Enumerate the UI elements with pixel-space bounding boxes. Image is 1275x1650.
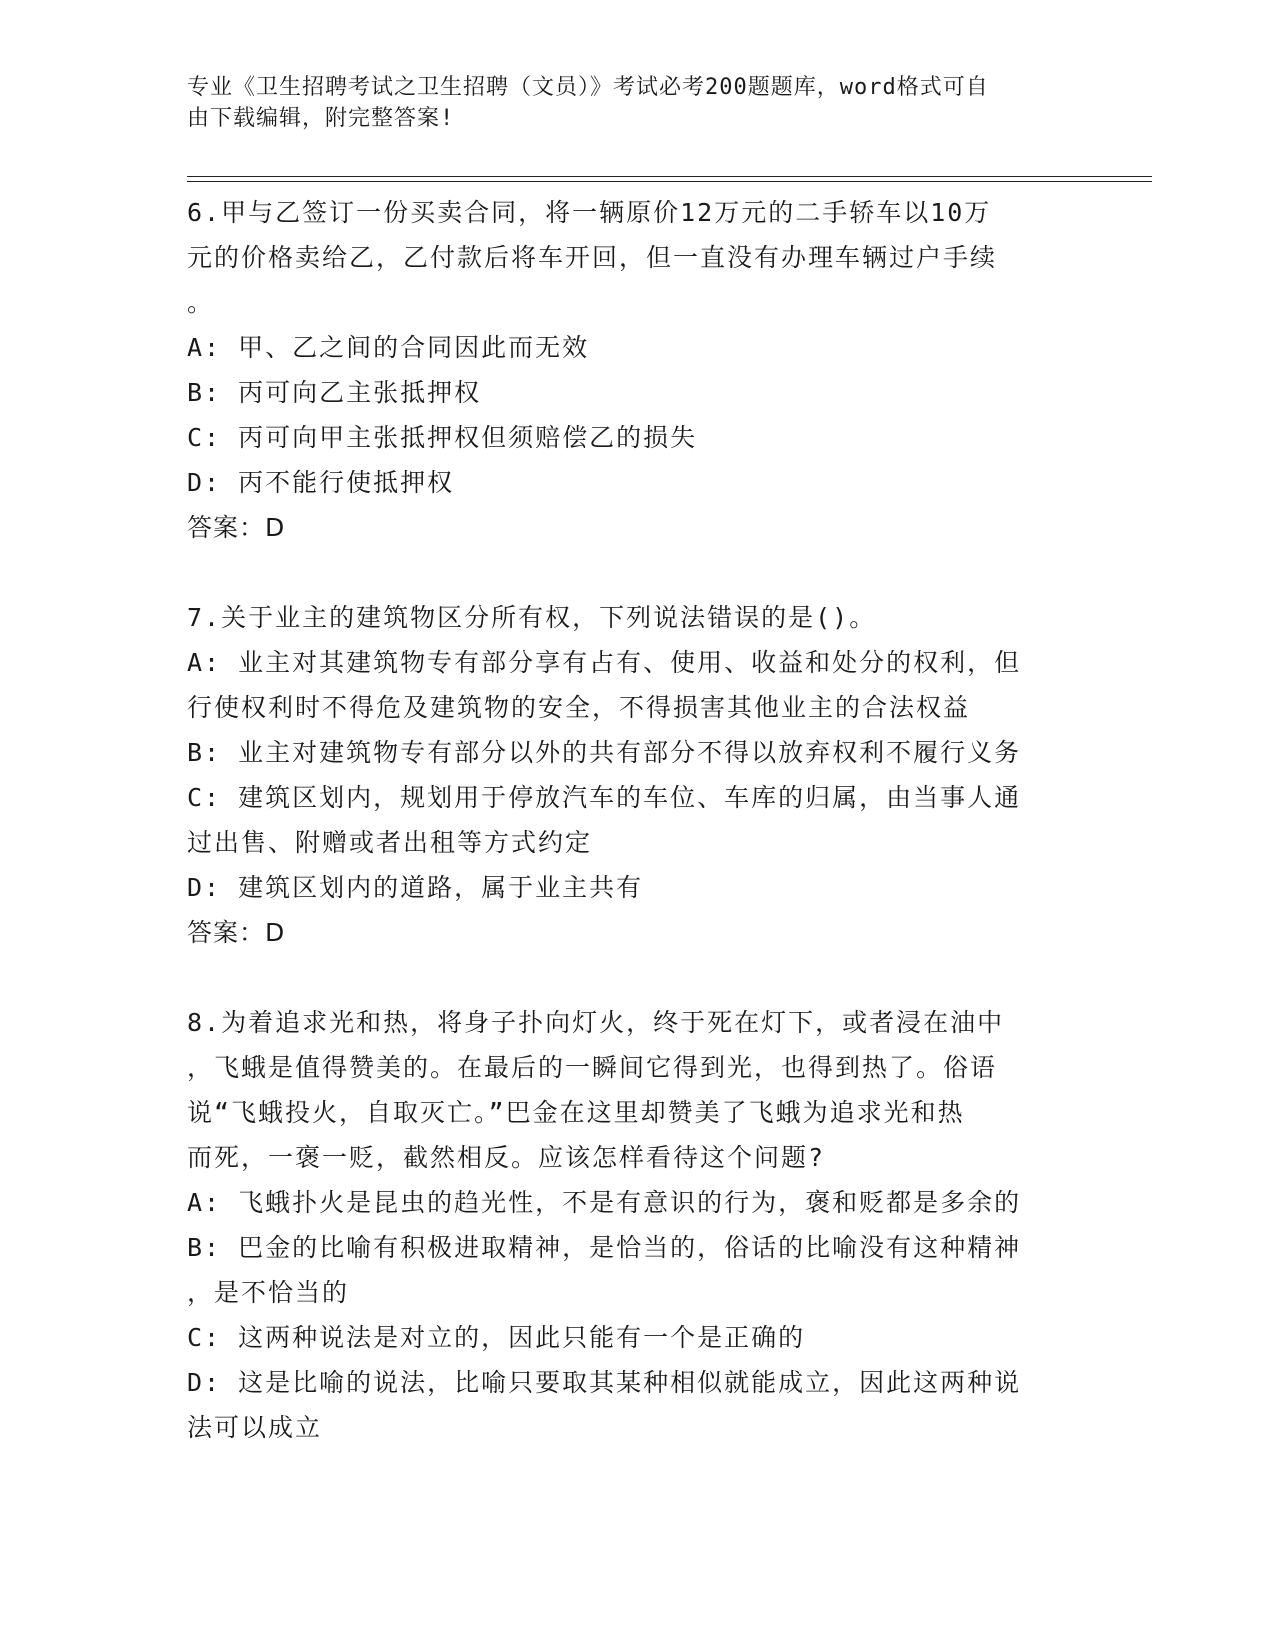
answer-label: 答案：D (187, 918, 286, 947)
question-stem: 6.甲与乙签订一份买卖合同，将一辆原价12万元的二手轿车以10万 (187, 198, 992, 227)
question-7 (187, 595, 1067, 955)
question-8 (187, 1000, 1067, 1450)
option-b: B: 业主对建筑物专有部分以外的共有部分不得以放弃权利不履行义务 (187, 738, 1022, 767)
question-stem: 而死，一褒一贬，截然相反。应该怎样看待这个问题? (187, 1143, 826, 1172)
question-stem: 8.为着追求光和热，将身子扑向灯火，终于死在灯下，或者浸在油中 (187, 1008, 1005, 1037)
document-header (187, 72, 1067, 134)
option-b: B: 丙可向乙主张抵押权 (187, 378, 482, 407)
option-d-continued: 法可以成立 (187, 1413, 323, 1442)
header-line: 由下载编辑，附完整答案! (187, 106, 455, 131)
option-c-continued: 过出售、附赠或者出租等方式约定 (187, 828, 593, 857)
question-list (187, 190, 1067, 1450)
option-d: D: 建筑区划内的道路，属于业主共有 (187, 873, 644, 902)
question-6 (187, 190, 1067, 550)
option-a-continued: 行使权利时不得危及建筑物的安全，不得损害其他业主的合法权益 (187, 693, 971, 722)
option-a: A: 业主对其建筑物专有部分享有占有、使用、收益和处分的权利，但 (187, 648, 1022, 677)
question-stem: 元的价格卖给乙，乙付款后将车开回，但一直没有办理车辆过户手续 (187, 243, 998, 272)
option-a: A: 飞蛾扑火是昆虫的趋光性，不是有意识的行为，褒和贬都是多余的 (187, 1188, 1022, 1217)
option-a: A: 甲、乙之间的合同因此而无效 (187, 333, 590, 362)
header-divider (187, 176, 1152, 177)
question-stem: ，飞蛾是值得赞美的。在最后的一瞬间它得到光，也得到热了。俗语 (187, 1053, 998, 1082)
option-c: C: 这两种说法是对立的，因此只能有一个是正确的 (187, 1323, 806, 1352)
question-stem: 7.关于业主的建筑物区分所有权，下列说法错误的是()。 (187, 603, 877, 632)
option-b: B: 巴金的比喻有积极进取精神，是恰当的，俗话的比喻没有这种精神 (187, 1233, 1022, 1262)
question-stem: 说“飞蛾投火，自取灭亡。”巴金在这里却赞美了飞蛾为追求光和热 (187, 1098, 965, 1127)
answer-label: 答案：D (187, 513, 286, 542)
option-d: D: 这是比喻的说法，比喻只要取其某种相似就能成立，因此这两种说 (187, 1368, 1022, 1397)
option-c: C: 丙可向甲主张抵押权但须赔偿乙的损失 (187, 423, 698, 452)
question-gap (187, 550, 1067, 595)
option-b-continued: ，是不恰当的 (187, 1278, 350, 1307)
header-divider (187, 181, 1152, 182)
option-d: D: 丙不能行使抵押权 (187, 468, 455, 497)
question-gap (187, 955, 1067, 1000)
question-stem: 。 (187, 288, 215, 317)
option-c: C: 建筑区划内，规划用于停放汽车的车位、车库的归属，由当事人通 (187, 783, 1022, 812)
header-line: 专业《卫生招聘考试之卫生招聘（文员）》考试必考200题题库，word格式可自 (187, 75, 989, 100)
